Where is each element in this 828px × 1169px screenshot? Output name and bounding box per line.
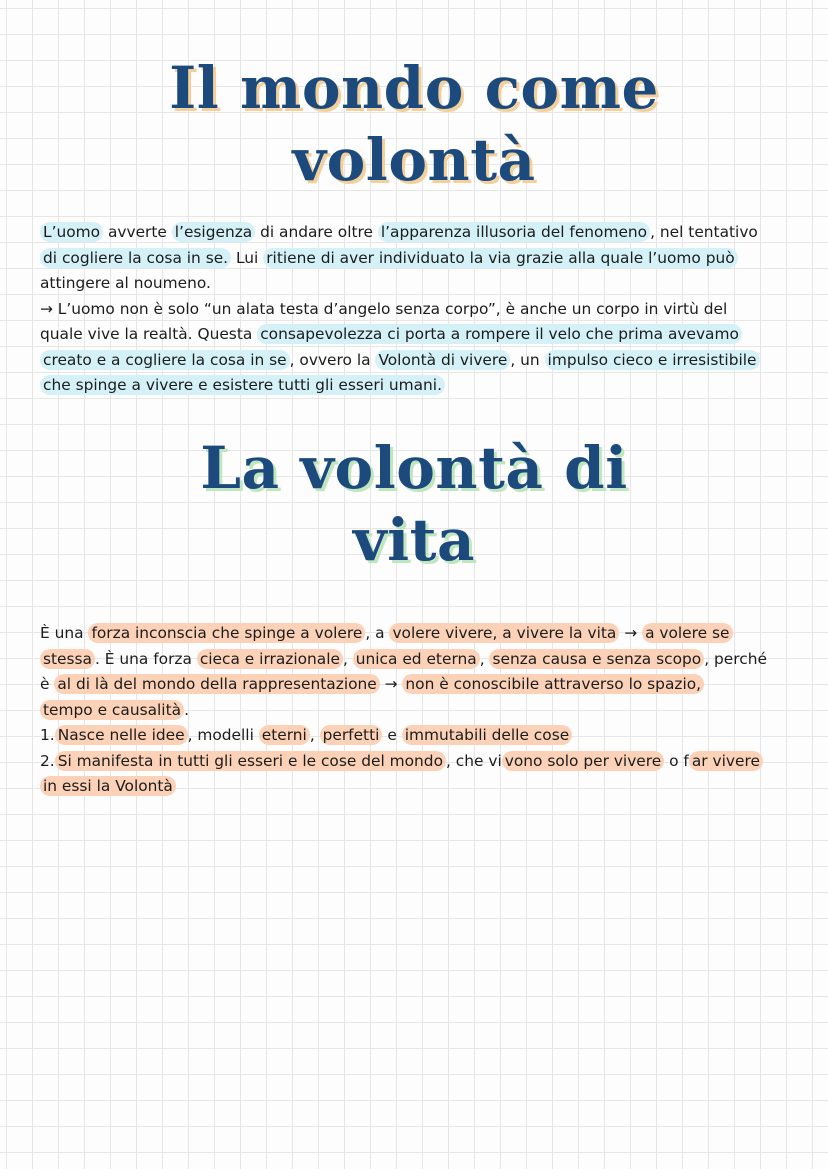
text-span: È una	[40, 624, 89, 642]
highlight-blue: che spinge a vivere e esistere tutti gli esseri umani.	[40, 375, 445, 395]
highlight-orange: cieca e irrazionale	[197, 649, 343, 669]
text-span: 1.	[40, 726, 55, 744]
text-span: ,	[342, 649, 353, 668]
highlight-orange: vono solo per vivere	[502, 751, 664, 771]
highlight-blue: impulso cieco e irresistibile	[545, 350, 760, 370]
text-line	[40, 348, 788, 374]
highlight-orange: ar vivere	[689, 751, 763, 771]
text-span: .	[184, 700, 189, 719]
highlight-orange: al di là del mondo della rappresentazione	[54, 674, 379, 694]
text-span: attingere al noumeno.	[40, 274, 211, 292]
highlight-orange: forza inconscia che spinge a volere	[88, 623, 365, 643]
highlight-blue: Volontà di vivere	[375, 350, 510, 370]
highlight-orange: stessa	[40, 649, 95, 669]
text-span: →	[379, 675, 403, 693]
highlight-orange: Si manifesta in tutti gli esseri e le cose del mondo	[55, 751, 446, 771]
text-line	[40, 297, 788, 323]
text-line	[40, 322, 788, 348]
highlight-orange: tempo e causalità	[40, 700, 184, 720]
text-span: , modelli	[187, 726, 259, 744]
title-line: La volontà di	[200, 434, 628, 502]
highlight-orange: unica ed eterna	[353, 649, 480, 669]
highlight-orange: perfetti	[320, 725, 383, 745]
text-line	[40, 621, 788, 647]
highlight-orange: in essi la Volontà	[40, 776, 176, 796]
text-span: o f	[664, 751, 689, 770]
highlight-orange: eterni	[259, 725, 310, 745]
text-span: ,	[479, 649, 490, 668]
text-span: , un	[510, 350, 545, 369]
highlight-orange: Nasce nelle idee	[55, 725, 188, 745]
text-span: 2.	[40, 751, 55, 770]
text-line	[40, 271, 788, 297]
text-span: avverte	[103, 223, 172, 241]
highlight-blue: L’uomo	[40, 222, 103, 242]
text-span: ,	[309, 726, 320, 744]
text-line	[40, 723, 788, 749]
text-span: Lui	[231, 248, 264, 267]
highlight-orange: non è conoscibile attraverso lo spazio,	[402, 674, 704, 694]
text-span: , perché	[704, 649, 767, 668]
text-span: →	[619, 624, 643, 642]
highlight-blue: consapevolezza ci porta a rompere il velo che prima avevamo	[257, 324, 742, 344]
text-span: , nel tentativo	[650, 223, 758, 241]
title-line: vita	[352, 506, 476, 574]
text-line	[40, 698, 788, 724]
text-span: è	[40, 675, 55, 693]
highlight-orange: senza causa e senza scopo	[489, 649, 704, 669]
title-line: Il mondo come	[169, 54, 659, 122]
highlight-blue: ritiene di aver individuato la via grazie alla quale l’uomo può	[263, 248, 737, 268]
highlight-blue: creato e a cogliere la cosa in se	[40, 350, 290, 370]
title-la-volonta-di-vita	[0, 432, 828, 576]
highlight-blue: l’apparenza illusoria del fenomeno	[378, 222, 650, 242]
highlight-blue: l’esigenza	[172, 222, 255, 242]
highlight-orange: a volere se	[642, 623, 732, 643]
text-span: . È una forza	[95, 649, 197, 668]
paragraph-volonta	[40, 220, 788, 399]
text-line	[40, 672, 788, 698]
title-il-mondo-come-volonta	[0, 52, 828, 196]
text-span: , ovvero la	[289, 350, 376, 369]
highlight-orange: volere vivere, a vivere la vita	[389, 623, 619, 643]
text-span: → L’uomo non è solo “un alata testa d’angelo senza corpo”, è anche un corpo in virtù del	[40, 299, 728, 318]
text-line	[40, 647, 788, 673]
text-span: quale vive la realtà. Questa	[40, 325, 258, 343]
text-line	[40, 220, 788, 246]
text-line	[40, 774, 788, 800]
text-span: e	[382, 726, 402, 744]
highlight-orange: immutabili delle cose	[402, 725, 573, 745]
text-line	[40, 749, 788, 775]
title-line: volontà	[292, 126, 536, 194]
highlight-blue: di cogliere la cosa in se.	[40, 248, 231, 268]
text-span: , a	[365, 624, 390, 642]
paragraph-volonta-di-vita	[40, 621, 788, 800]
text-line	[40, 373, 788, 399]
text-line	[40, 246, 788, 272]
text-span: , che vi	[446, 751, 502, 770]
text-span: di andare oltre	[255, 223, 378, 241]
